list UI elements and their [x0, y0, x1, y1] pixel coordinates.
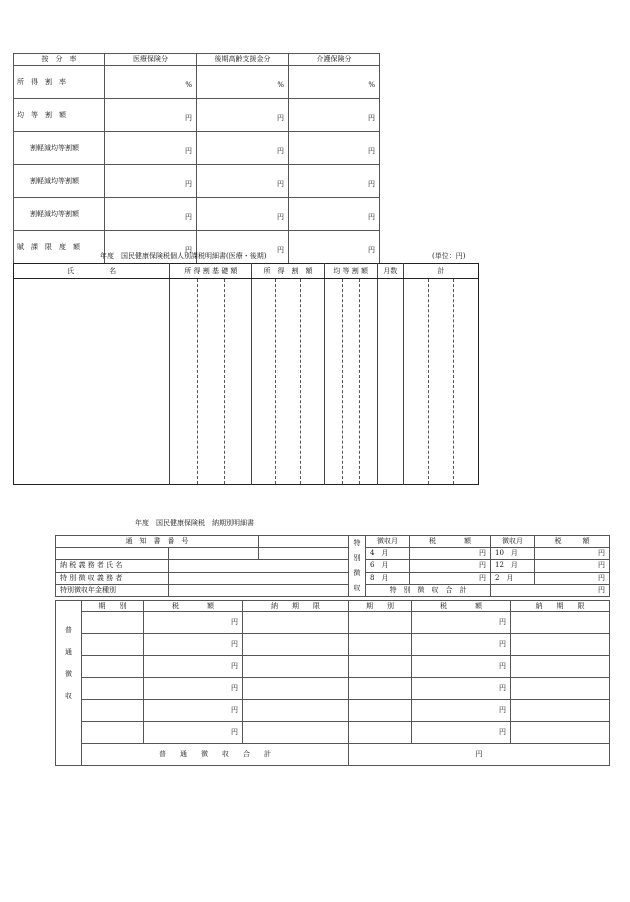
month-cell: 6 月 — [366, 560, 410, 572]
rate-cell[interactable]: 円 — [289, 99, 380, 132]
tax-cell[interactable]: 円 — [144, 634, 243, 656]
due-date-cell[interactable] — [243, 700, 349, 722]
income-levy-column[interactable] — [252, 279, 276, 485]
normal-total-row — [56, 744, 610, 766]
header-total: 計 — [403, 264, 478, 279]
income-base-column[interactable] — [170, 279, 198, 485]
rate-cell[interactable]: % — [105, 66, 197, 99]
special-side-char: 収 — [353, 584, 361, 592]
amount-cell[interactable]: 円 — [410, 572, 491, 584]
tax-cell[interactable]: 円 — [412, 722, 511, 744]
special-collector-value[interactable] — [169, 572, 349, 584]
amount-cell[interactable]: 円 — [535, 572, 610, 584]
amount-cell[interactable]: 円 — [410, 548, 491, 560]
normal-row — [56, 612, 610, 634]
period-cell[interactable] — [349, 700, 412, 722]
tax-cell[interactable]: 円 — [144, 612, 243, 634]
total-column[interactable] — [428, 279, 453, 485]
notice-number-label: 通 知 書 番 号 — [56, 536, 259, 548]
rate-table — [13, 53, 380, 264]
rate-cell[interactable]: % — [197, 66, 289, 99]
period-cell[interactable] — [82, 656, 144, 678]
header-name: 氏 名 — [14, 264, 170, 279]
header-income-base: 所 得 割 基 礎 額 — [170, 264, 252, 279]
rate-cell[interactable]: 円 — [197, 231, 289, 264]
income-levy-column[interactable] — [276, 279, 300, 485]
month-cell: 8 月 — [366, 572, 410, 584]
rate-cell[interactable]: 円 — [289, 231, 380, 264]
special-row — [56, 572, 610, 584]
due-date-cell[interactable] — [511, 722, 610, 744]
special-row — [56, 548, 610, 560]
rate-row-label: 所 得 割 率 — [14, 66, 105, 99]
tax-cell[interactable]: 円 — [412, 634, 511, 656]
period-cell[interactable] — [82, 678, 144, 700]
rate-cell[interactable]: 円 — [105, 99, 197, 132]
payment-title: 年度 国民健康保険税 納期別明細書 — [135, 519, 254, 527]
tax-header: 税 額 — [144, 601, 243, 612]
tax-cell[interactable]: 円 — [144, 722, 243, 744]
normal-header-row — [56, 601, 610, 612]
rate-row — [14, 66, 380, 99]
header-per-capita: 均 等 割 額 — [324, 264, 377, 279]
special-side-label — [349, 536, 366, 597]
tax-cell[interactable]: 円 — [412, 612, 511, 634]
due-date-cell[interactable] — [243, 678, 349, 700]
normal-side-char: 通 — [65, 648, 72, 656]
rate-row-label: 賦 課 限 度 額 — [14, 231, 105, 264]
notice-cell[interactable] — [259, 548, 349, 560]
collection-month-header: 徴収月 — [491, 536, 535, 548]
months-column[interactable] — [377, 279, 403, 485]
due-date-cell[interactable] — [243, 722, 349, 744]
normal-row — [56, 656, 610, 678]
due-date-header: 納 期 限 — [511, 601, 610, 612]
special-total-value[interactable]: 円 — [491, 584, 610, 596]
rate-header-label: 按 分 率 — [14, 54, 105, 66]
special-row — [56, 536, 610, 548]
rate-cell[interactable]: 円 — [289, 132, 380, 165]
normal-collection-table — [55, 600, 610, 766]
income-base-column[interactable] — [225, 279, 252, 485]
rate-cell[interactable]: % — [289, 66, 380, 99]
month-cell: 4 月 — [366, 548, 410, 560]
amount-cell[interactable]: 円 — [410, 560, 491, 572]
due-date-cell[interactable] — [511, 700, 610, 722]
period-cell[interactable] — [349, 634, 412, 656]
rate-header-care: 介護保険分 — [289, 54, 380, 66]
period-cell[interactable] — [82, 612, 144, 634]
per-capita-column[interactable] — [324, 279, 342, 485]
total-column[interactable] — [453, 279, 478, 485]
normal-row — [56, 678, 610, 700]
normal-row — [56, 634, 610, 656]
tax-amount-header: 税 額 — [535, 536, 610, 548]
normal-total-value[interactable]: 円 — [349, 744, 610, 766]
tax-header: 税 額 — [412, 601, 511, 612]
normal-total-label: 普 通 徴 収 合 計 — [82, 744, 349, 766]
due-date-cell[interactable] — [511, 656, 610, 678]
special-row — [56, 584, 610, 596]
normal-side-char: 徴 — [65, 670, 72, 678]
period-cell[interactable] — [349, 678, 412, 700]
rate-cell[interactable]: 円 — [197, 165, 289, 198]
period-cell[interactable] — [82, 634, 144, 656]
period-cell[interactable] — [82, 722, 144, 744]
due-date-cell[interactable] — [511, 612, 610, 634]
special-side-char: 別 — [353, 554, 361, 562]
due-date-header: 納 期 限 — [243, 601, 349, 612]
tax-cell[interactable]: 円 — [412, 678, 511, 700]
notice-cell[interactable] — [169, 548, 259, 560]
normal-row — [56, 700, 610, 722]
due-date-cell[interactable] — [511, 634, 610, 656]
special-side-char: 特 — [353, 539, 361, 547]
amount-cell[interactable]: 円 — [535, 560, 610, 572]
rate-row-label: 割軽減均等割額 — [14, 165, 105, 198]
per-capita-column[interactable] — [342, 279, 359, 485]
notice-cell[interactable] — [56, 548, 169, 560]
individual-table — [13, 263, 479, 485]
special-total-label: 特 別 徴 収 合 計 — [366, 584, 491, 596]
pension-type-value[interactable] — [169, 584, 349, 596]
income-levy-column[interactable] — [300, 279, 324, 485]
amount-cell[interactable]: 円 — [535, 548, 610, 560]
due-date-cell[interactable] — [511, 678, 610, 700]
rate-row-label: 均 等 割 額 — [14, 99, 105, 132]
rate-header-elderly: 後期高齢支援金分 — [197, 54, 289, 66]
special-collection-table — [55, 535, 610, 597]
header-months: 月数 — [377, 264, 403, 279]
tax-cell[interactable]: 円 — [144, 678, 243, 700]
due-date-cell[interactable] — [243, 634, 349, 656]
name-column[interactable] — [14, 279, 170, 485]
period-cell[interactable] — [349, 612, 412, 634]
notice-number-value[interactable] — [259, 536, 349, 548]
payer-name-label: 納 税 義 務 者 氏 名 — [56, 560, 169, 572]
rate-row — [14, 165, 380, 198]
rate-row-label: 割軽減均等割額 — [14, 198, 105, 231]
income-base-column[interactable] — [198, 279, 225, 485]
period-header: 期 別 — [82, 601, 144, 612]
rate-cell[interactable]: 円 — [105, 132, 197, 165]
normal-side-label — [56, 601, 82, 766]
rate-row — [14, 99, 380, 132]
due-date-cell[interactable] — [243, 612, 349, 634]
rate-cell[interactable]: 円 — [289, 198, 380, 231]
tax-amount-header: 税 額 — [410, 536, 491, 548]
special-collector-label: 特 別 徴 収 義 務 者 — [56, 572, 169, 584]
pension-type-label: 特別徴収年金種別 — [56, 584, 169, 596]
period-header: 期 別 — [349, 601, 412, 612]
due-date-cell[interactable] — [243, 656, 349, 678]
period-cell[interactable] — [349, 656, 412, 678]
rate-row — [14, 198, 380, 231]
month-cell: 12 月 — [491, 560, 535, 572]
rate-cell[interactable]: 円 — [197, 99, 289, 132]
rate-cell[interactable]: 円 — [197, 198, 289, 231]
rate-cell[interactable]: 円 — [105, 165, 197, 198]
tax-cell[interactable]: 円 — [144, 656, 243, 678]
normal-row — [56, 722, 610, 744]
rate-header-medical: 医療保険分 — [105, 54, 197, 66]
rate-cell[interactable]: 円 — [197, 132, 289, 165]
tax-cell[interactable]: 円 — [144, 700, 243, 722]
individual-title: 年度 国民健康保険税個人別課税明細書(医療・後期) — [100, 252, 267, 260]
month-cell: 10 月 — [491, 548, 535, 560]
month-cell: 2 月 — [491, 572, 535, 584]
individual-body-row — [14, 279, 479, 485]
rate-cell[interactable]: 円 — [105, 198, 197, 231]
payer-name-value[interactable] — [169, 560, 349, 572]
rate-cell[interactable]: 円 — [105, 231, 197, 264]
individual-header-row — [14, 264, 479, 279]
tax-cell[interactable]: 円 — [412, 656, 511, 678]
period-cell[interactable] — [82, 700, 144, 722]
tax-cell[interactable]: 円 — [412, 700, 511, 722]
rate-row — [14, 132, 380, 165]
special-side-char: 徴 — [353, 569, 361, 577]
header-income-levy: 所 得 割 額 — [252, 264, 324, 279]
period-cell[interactable] — [349, 722, 412, 744]
rate-row-label: 割軽減均等割額 — [14, 132, 105, 165]
per-capita-column[interactable] — [359, 279, 377, 485]
normal-side-char: 収 — [65, 692, 72, 700]
collection-month-header: 徴収月 — [366, 536, 410, 548]
normal-side-char: 普 — [65, 626, 72, 634]
total-column[interactable] — [403, 279, 428, 485]
rate-cell[interactable]: 円 — [289, 165, 380, 198]
rate-table-header — [14, 54, 380, 66]
special-row — [56, 560, 610, 572]
individual-unit: (単位：円) — [432, 252, 466, 260]
